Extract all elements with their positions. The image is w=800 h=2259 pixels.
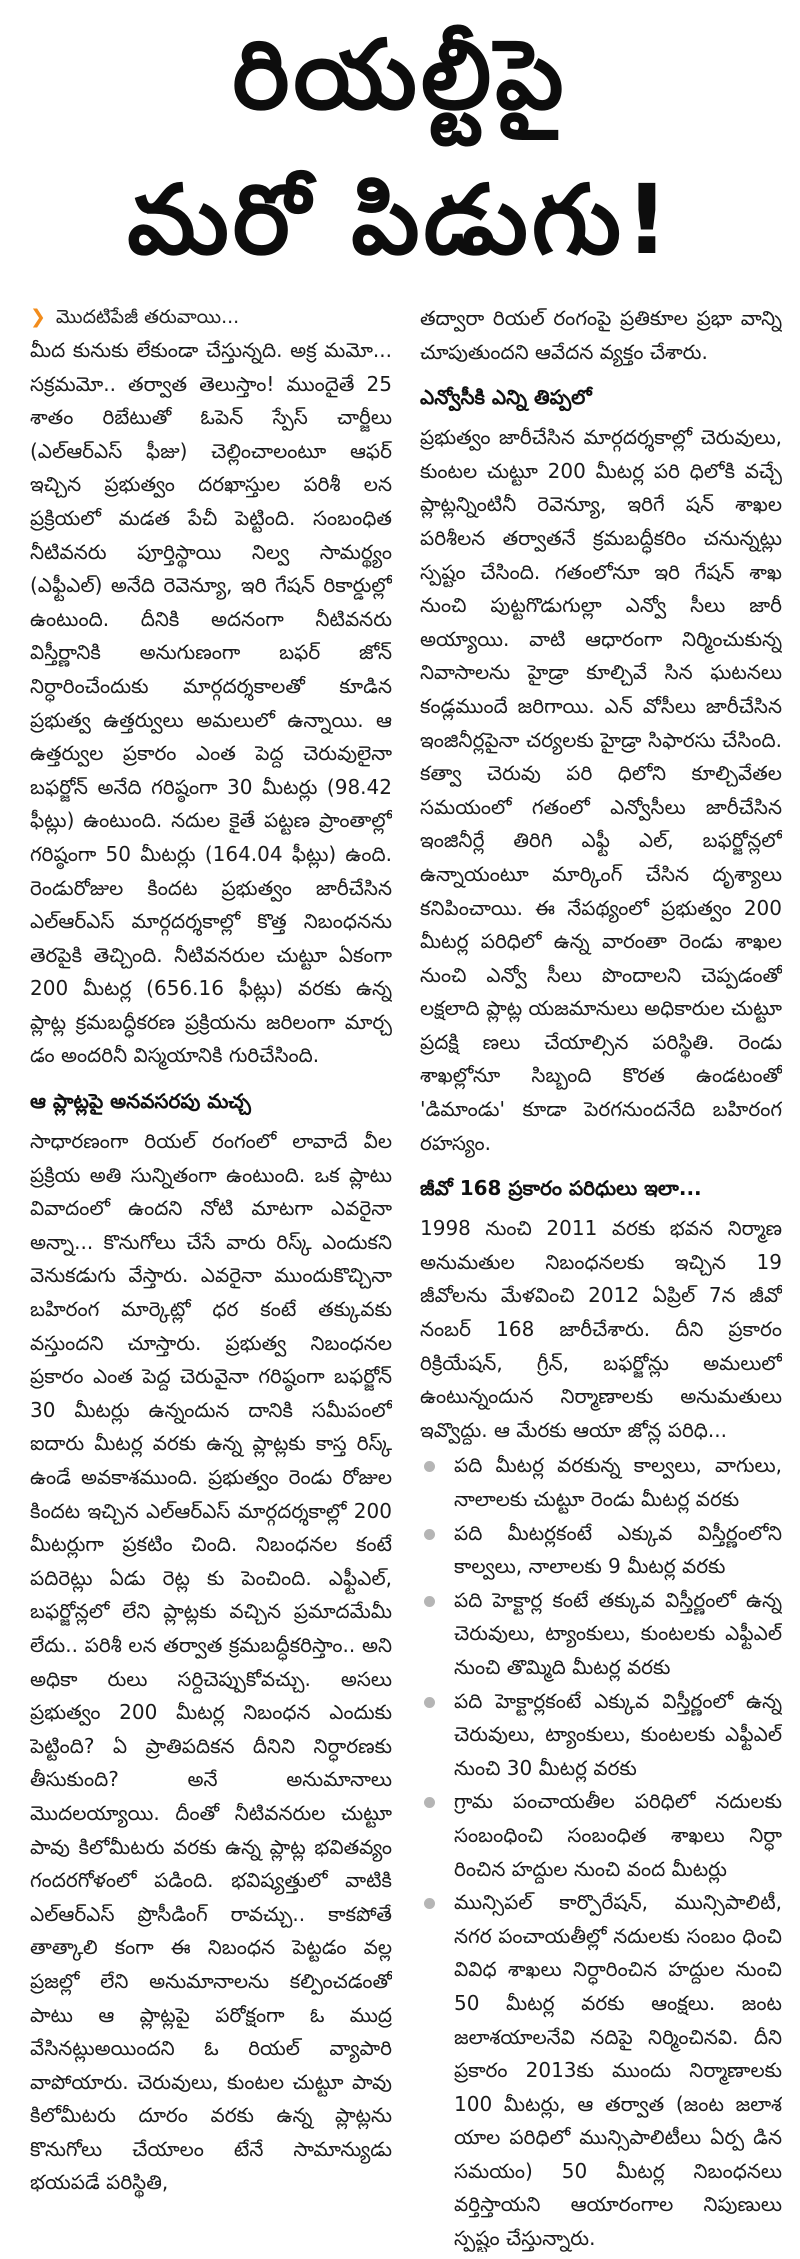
- list-item-text: పది హెక్టార్లకంటే ఎక్కువ విస్తీర్ణంలో ఉన్న చెరువులు, ట్యాంకులు, కుంటలకు ఎఫ్టీఎల్ నుంచి 30 మీటర్ల వరకు: [454, 1688, 782, 1780]
- zone-limits-list: [420, 1449, 782, 2252]
- bullet-dot-icon: [424, 1797, 435, 1808]
- bullet-dot-icon: [424, 1529, 435, 1540]
- bullet-dot-icon: [424, 1596, 435, 1607]
- list-item-text: గ్రామ పంచాయతీల పరిధిలో నదులకు సంబంధించి సంబంధిత శాఖలు నిర్ధా రించిన హద్దుల నుంచి వంద మీటర్లు: [454, 1789, 782, 1881]
- intro-paragraph: మీద కునుకు లేకుండా చేస్తున్నది. అక్ర మమో... సక్రమమో.. తర్వాత తెలుస్తాం! ముందైతే 25 శాతం రిబేటుతో ఓపెన్ స్పేస్ చార్జీలు (ఎల్ఆర్ఎస్ ఫీజు) చెల్లించాలంటూ ఆఫర్ ఇచ్చిన ప్రభుత్వం దరఖాస్తుల పరిశీ లన ప్రక్రియలో మడత పేచీ పెట్టింది. సంబంధిత నీటివనరు పూర్తిస్థాయి నిల్వ సామర్థ్యం (ఎఫ్టీఎల్) అనేది రెవెన్యూ, ఇరి గేషన్ రికార్డుల్లో ఉంటుంది. దీనికి అదనంగా నీటివనరు విస్తీర్ణానికి అనుగుణంగా బఫర్ జోన్ నిర్ధారించేందుకు మార్గదర్శకాలతో కూడిన ప్రభుత్వ ఉత్తర్వులు అమలులో ఉన్నాయి. ఆ ఉత్తర్వుల ప్రకారం ఎంత పెద్ద చెరువులైనా బఫర్జోన్ అనేది గరిష్ఠంగా 30 మీటర్లు (98.42 ఫీట్లు) ఉంటుంది. నదుల కైతే పట్టణ ప్రాంతాల్లో గరిష్ఠంగా 50 మీటర్లు (164.04 ఫీట్లు) ఉంది. రెండురోజుల కిందట ప్రభుత్వం జారీచేసిన ఎల్ఆర్ఎస్ మార్గదర్శకాల్లో కొత్త నిబంధనను తెరపైకి తెచ్చింది. నీటివనరుల చుట్టూ ఏకంగా 200 మీటర్ల (656.16 ఫీట్లు) వరకు ఉన్న ప్లాట్ల క్రమబద్ధీకరణ ప్రక్రియను జరిలంగా మార్చ డం అందరినీ విస్మయానికి గురిచేసింది.: [30, 338, 392, 1068]
- continuation-kicker: [30, 302, 392, 332]
- chevron-right-icon: ❯: [30, 306, 46, 328]
- list-item-text: పది హెక్టార్ల కంటే తక్కువ విస్తీర్ణంలో ఉన్న చెరువులు, ట్యాంకులు, కుంటలకు ఎఫ్టీఎల్ నుంచి తొమ్మిది మీటర్ల వరకు: [454, 1587, 782, 1679]
- list-item-text: పది మీటర్ల వరకున్న కాల్వలు, వాగులు, నాలాలకు చుట్టూ రెండు మీటర్ల వరకు: [454, 1453, 782, 1511]
- paragraph-real-estate-risk: సాధారణంగా రియల్ రంగంలో లావాదే వీల ప్రక్రియ అతి సున్నితంగా ఉంటుంది. ఒక ప్లాటు వివాదంలో ఉందని నోటి మాటగా ఎవరైనా అన్నా... కొనుగోలు చేసే వారు రిస్క్ ఎందుకని వెనుకడుగు వేస్తారు. ఎవరైనా ముందుకొచ్చినా బహిరంగ మార్కెట్లో ధర కంటే తక్కువకు వస్తుందని చూస్తారు. ప్రభుత్వ నిబంధనల ప్రకారం ఎంత పెద్ద చెరువైనా గరిష్ఠంగా బఫర్జోన్ 30 మీటర్లు ఉన్నందున దానికి సమీపంలో ఐదారు మీటర్ల వరకు ఉన్న ప్లాట్లకు కాస్త రిస్క్ ఉండే అవకాశముంది. ప్రభుత్వం రెండు రోజుల కిందట ఇచ్చిన ఎల్ఆర్ఎస్ మార్గదర్శకాల్లో 200 మీటర్లుగా ప్రకటిం చింది. నిబంధనల కంటే పదిరెట్లు ఏడు రెట్ల కు పెంచింది. ఎఫ్టీఎల్, బఫర్జోన్లలో లేని ప్లాట్లకు వచ్చిన ప్రమాదమేమీ లేదు.. పరిశీ లన తర్వాత క్రమబద్ధీకరిస్తాం.. అని అధికా రులు సర్దిచెప్పుకోవచ్చు. అసలు ప్రభుత్వం 200 మీటర్ల నిబంధన ఎందుకు పెట్టింది? ఏ ప్రాతిపదికన దీనిని నిర్ధారణకు తీసుకుంది? అనే అనుమానాలు మొదలయ్యాయి. దీంతో నీటివనరుల చుట్టూ పావు కిలోమీటరు వరకు ఉన్న ప్లాట్ల భవితవ్యం గందరగోళంలో పడింది. భవిష్యత్తులో వాటికి ఎల్ఆర్ఎస్ ప్రొసీడింగ్ రావచ్చు.. కాకపోతే తాత్కాలి కంగా ఈ నిబంధన పెట్టడం వల్ల ప్రజల్లో లేని అనుమానాలను కల్పించడంతో పాటు ఆ ప్లాట్లపై పరోక్షంగా ఓ ముద్ర వేసినట్లుఅయిందని ఓ రియల్ వ్యాపారి వాపోయారు. చెరువులు, కుంటల చుట్టూ పావు కిలోమీటరు దూరం వరకు ఉన్న ప్లాట్లను కొనుగోలు చేయాలం టేనే సామాన్యుడు భయపడే పరిస్థితి,: [30, 1129, 392, 2195]
- list-item: [420, 1449, 782, 1516]
- list-item: [420, 1785, 782, 1886]
- list-item: [420, 1685, 782, 1786]
- left-column: [30, 302, 392, 2252]
- list-item-text: మున్సిపల్ కార్పొరేషన్, మున్సిపాలిటీ, నగర పంచాయతీల్లో నదులకు సంబం ధించి వివిధ శాఖలు నిర్ధారించిన హద్దుల నుంచి 50 మీటర్ల వరకు ఆంక్షలు. జంట జలాశయాలనేవి నదిపై నిర్మించినవి. దీని ప్రకారం 2013కు ముందు నిర్మాణాలకు 100 మీటర్లు, ఆ తర్వాత (జంట జలాశ యాల పరిధిలో మున్సిపాలిటీలు ఏర్ప డిన సమయం) 50 మీటర్ల నిబంధనలు వర్తిస్తాయని ఆయారంగాల నిపుణులు స్పష్టం చేస్తున్నారు.: [454, 1890, 782, 2251]
- paragraph-noc: ప్రభుత్వం జారీచేసిన మార్గదర్శకాల్లో చెరువులు, కుంటల చుట్టూ 200 మీటర్ల పరి ధిలోకి వచ్చే ప్లాట్లన్నింటినీ రెవెన్యూ, ఇరిగే షన్ శాఖల పరిశీలన తర్వాతనే క్రమబద్ధీకరిం చనున్నట్లు స్పష్టం చేసింది. గతంలోనూ ఇరి గేషన్ శాఖ నుంచి పుట్టగొడుగుల్లా ఎన్వో సీలు జారీ అయ్యాయి. వాటి ఆధారంగా నిర్మించుకున్న నివాసాలను హైడ్రా కూల్చివే సిన ఘటనలు కండ్లముందే జరిగాయి. ఎన్ వోసీలు జారీచేసిన ఇంజినీర్లపైనా చర్యలకు హైడ్రా సిఫారసు చేసింది. కత్వా చెరువు పరి ధిలోని కూల్చివేతల సమయంలో గతంలో ఎన్వోసీలు జారీచేసిన ఇంజినీర్లే తిరిగి ఎఫ్టీ ఎల్, బఫర్జోన్లలో ఉన్నాయంటూ మార్కింగ్ చేసిన దృశ్యాలు కనిపించాయి. ఈ నేపథ్యంలో ప్రభుత్వం 200 మీటర్ల పరిధిలో ఉన్న వారంతా రెండు శాఖల నుంచి ఎన్వో సీలు పొందాలని చెప్పడంతో లక్షలాది ప్లాట్ల యజమానులు అధికారుల చుట్టూ ప్రదక్షి ణలు చేయాల్సిన పరిస్థితి. రెండు శాఖల్లోనూ సిబ్బంది కొరత ఉండటంతో 'డిమాండు' కూడా పెరగనుందనేది బహిరంగ రహస్యం.: [420, 425, 782, 1155]
- kicker-text: మొదటిపేజీ తరువాయి...: [55, 306, 240, 328]
- headline-line-2: మరో పిడుగు!: [127, 164, 673, 276]
- paragraph-go-168: 1998 నుంచి 2011 వరకు భవన నిర్మాణ అనుమతుల నిబంధనలకు ఇచ్చిన 19 జీవోలను మేళవించి 2012 ఏప్రిల్ 7న జీవో నంబర్ 168 జారీచేశారు. దీని ప్రకారం రిక్రియేషన్, గ్రీన్, బఫర్జోన్లు అమలులో ఉంటున్నందున నిర్మాణాలకు అనుమతులు ఇవ్వొద్దు. ఆ మేరకు ఆయా జోన్ల పరిధి...: [420, 1216, 782, 1442]
- bullet-dot-icon: [424, 1898, 435, 1909]
- subhead-unnecessary-stain: ఆ ప్లాట్లపై అనవసరపు మచ్చ: [30, 1089, 251, 1114]
- list-item-text: పది మీటర్లకంటే ఎక్కువ విస్తీర్ణంలోని కాల్వలు, నాలాలకు 9 మీటర్ల వరకు: [454, 1520, 782, 1579]
- article-body: [30, 302, 782, 2252]
- bullet-dot-icon: [424, 1697, 435, 1708]
- list-item: [420, 1584, 782, 1685]
- list-item: [420, 1517, 782, 1584]
- bullet-dot-icon: [424, 1461, 435, 1472]
- subhead-go-168: జీవో 168 ప్రకారం పరిధులు ఇలా...: [420, 1176, 702, 1201]
- right-column: [420, 302, 782, 2252]
- headline-line-1: రియల్టీపై: [232, 19, 568, 131]
- article-headline: [0, 0, 800, 300]
- continued-paragraph: తద్వారా రియల్ రంగంపై ప్రతికూల ప్రభా వాన్ని చూపుతుందని ఆవేదన వ్యక్తం చేశారు.: [420, 306, 782, 364]
- subhead-noc-troubles: ఎన్వోసీకి ఎన్ని తిప్పలో: [420, 385, 592, 410]
- list-item: [420, 1886, 782, 2252]
